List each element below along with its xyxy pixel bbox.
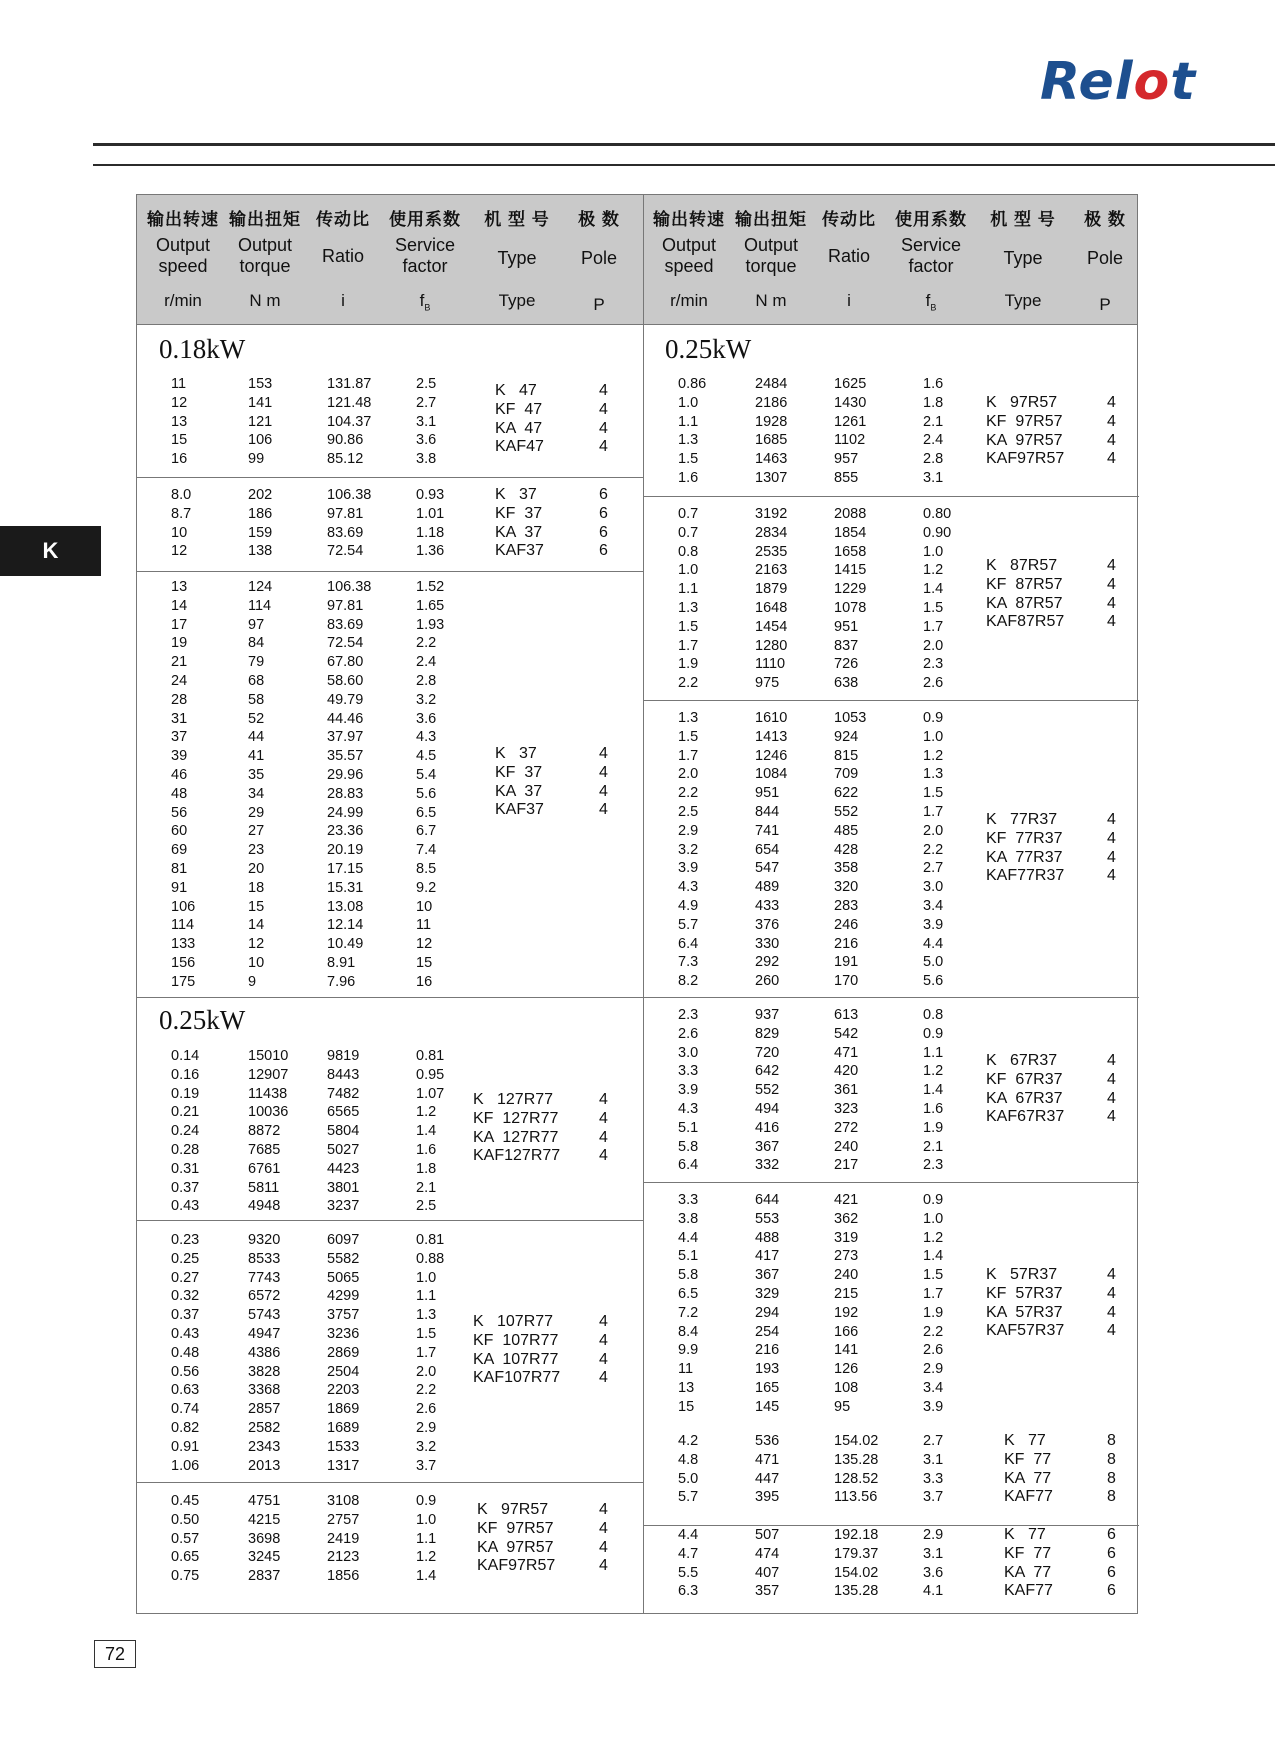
ratio-values: 131.87 121.48 104.37 90.86 85.12	[327, 376, 372, 468]
pole-values: 4 4 4 4	[599, 1501, 608, 1575]
type-values: K 37 KF 37 KA 37 KAF37	[495, 745, 544, 819]
row-separator	[644, 700, 1139, 701]
service-factor-values: 0.93 1.01 1.18 1.36	[416, 487, 445, 560]
speed-values: 8.0 8.7 10 12	[171, 487, 192, 560]
speed-values: 11 12 13 15 16	[171, 376, 188, 468]
service-factor-values: 0.9 1.0 1.2 1.4 1.5 1.7 1.9 2.2 2.6 2.9 3.4 3.9	[923, 1192, 944, 1415]
speed-values: 0.7 0.7 0.8 1.0 1.1 1.3 1.5 1.7 1.9 2.2	[678, 506, 699, 692]
pole-values: 4 4 4 4	[599, 1313, 608, 1387]
torque-values: 9320 8533 7743 6572 5743 4947 4386 3828 3368 2857 2582 2343 2013	[248, 1232, 281, 1474]
pole-values: 4 4 4 4	[1107, 811, 1116, 885]
torque-values: 507 474 407 357	[755, 1527, 780, 1600]
ratio-values: 421 362 319 273 240 215 192 166 141 126 108 95	[834, 1192, 859, 1415]
header-rule-top	[93, 143, 1275, 146]
pole-values: 6 6 6 6	[599, 486, 608, 560]
type-values: K 97R57 KF 97R57 KA 97R57 KAF97R57	[477, 1501, 556, 1575]
type-values: K 77 KF 77 KA 77 KAF77	[1004, 1526, 1053, 1600]
service-factor-values: 2.5 2.7 3.1 3.6 3.8	[416, 376, 437, 468]
type-values: K 107R77 KF 107R77 KA 107R77 KAF107R77	[473, 1313, 561, 1387]
pole-values: 4 4 4 4	[599, 1091, 608, 1165]
ratio-values: 106.38 97.81 83.69 72.54 67.80 58.60 49.79 44.46 37.97 35.57 29.96 28.83 24.99 23.36 20.19 17.15 15.31 13.08 12.14 10.49 8.91 7.96	[327, 579, 372, 990]
row-separator	[137, 997, 643, 998]
type-values: K 77R37 KF 77R37 KA 77R37 KAF77R37	[986, 811, 1065, 885]
speed-values: 0.86 1.0 1.1 1.3 1.5 1.6	[678, 376, 707, 486]
service-factor-values: 0.81 0.88 1.0 1.1 1.3 1.5 1.7 2.0 2.2 2.6 2.9 3.2 3.7	[416, 1232, 445, 1474]
ratio-values: 106.38 97.81 83.69 72.54	[327, 487, 372, 560]
row-separator	[137, 1220, 643, 1221]
speed-values: 4.2 4.8 5.0 5.7	[678, 1433, 699, 1506]
speed-values: 0.23 0.25 0.27 0.32 0.37 0.43 0.48 0.56 0.63 0.74 0.82 0.91 1.06	[171, 1232, 200, 1474]
brand-logo	[1040, 52, 1196, 112]
row-separator	[137, 571, 643, 572]
power-heading: 0.18kW	[159, 334, 246, 364]
service-factor-values: 0.81 0.95 1.07 1.2 1.4 1.6 1.8 2.1 2.5	[416, 1048, 445, 1215]
ratio-values: 613 542 471 420 361 323 272 240 217	[834, 1007, 859, 1174]
pole-values: 4 4 4 4	[1107, 1052, 1116, 1126]
row-separator	[137, 1482, 643, 1483]
ratio-values: 9819 8443 7482 6565 5804 5027 4423 3801 3237	[327, 1048, 360, 1215]
table-header: 输出转速 Output speed r/min 输出扭矩 Output torque N m 传动比 Ratio i 使用系数 Service factor $f_B$ 机 型 号 Type Type 极 数 Pole P 输出转速 Output speed r/min 输出扭矩 Output torque N m 传动比 Ratio i 使用系数 Service factor $f_B$ 机 型 号 Type Type 极 数 Pole P	[137, 195, 1137, 325]
pole-values: 4 4 4 4	[1107, 557, 1116, 631]
pole-values: 6 6 6 6	[1107, 1526, 1116, 1600]
torque-values: 1610 1413 1246 1084 951 844 741 654 547 489 433 376 330 292 260	[755, 710, 788, 990]
torque-values: 536 471 447 395	[755, 1433, 780, 1506]
ratio-values: 154.02 135.28 128.52 113.56	[834, 1433, 879, 1506]
row-separator	[644, 1182, 1139, 1183]
pole-values: 4 4 4 4	[1107, 1266, 1116, 1340]
service-factor-values: 1.6 1.8 2.1 2.4 2.8 3.1	[923, 376, 944, 486]
type-values: K 97R57 KF 97R57 KA 97R57 KAF97R57	[986, 394, 1065, 468]
page-number: 72	[94, 1640, 136, 1668]
service-factor-values: 1.52 1.65 1.93 2.2 2.4 2.8 3.2 3.6 4.3 4.5 5.4 5.6 6.5 6.7 7.4 8.5 9.2 10 11 12 15 16	[416, 579, 445, 990]
speed-values: 1.3 1.5 1.7 2.0 2.2 2.5 2.9 3.2 3.9 4.3 4.9 5.7 6.4 7.3 8.2	[678, 710, 699, 990]
logo-text-suffix: t	[1170, 52, 1197, 112]
ratio-values: 1053 924 815 709 622 552 485 428 358 320 283 246 216 191 170	[834, 710, 867, 990]
torque-values: 15010 12907 11438 10036 8872 7685 6761 5811 4948	[248, 1048, 289, 1215]
header-rule-bottom	[93, 164, 1275, 166]
pole-values: 4 4 4 4	[599, 382, 608, 456]
ratio-values: 3108 2757 2419 2123 1856	[327, 1493, 360, 1585]
type-values: K 47 KF 47 KA 47 KAF47	[495, 382, 544, 456]
service-factor-values: 0.80 0.90 1.0 1.2 1.4 1.5 1.7 2.0 2.3 2.6	[923, 506, 952, 692]
torque-values: 3192 2834 2535 2163 1879 1648 1454 1280 1110 975	[755, 506, 788, 692]
speed-values: 2.3 2.6 3.0 3.3 3.9 4.3 5.1 5.8 6.4	[678, 1007, 699, 1174]
speed-values: 0.14 0.16 0.19 0.21 0.24 0.28 0.31 0.37 0.43	[171, 1048, 200, 1215]
logo-text-accent: o	[1133, 52, 1171, 112]
torque-values: 2484 2186 1928 1685 1463 1307	[755, 376, 788, 486]
selection-table	[136, 194, 1138, 1614]
torque-values: 153 141 121 106 99	[248, 376, 273, 468]
type-values: K 87R57 KF 87R57 KA 87R57 KAF87R57	[986, 557, 1065, 631]
torque-values: 644 553 488 417 367 329 294 254 216 193 165 145	[755, 1192, 780, 1415]
ratio-values: 192.18 179.37 154.02 135.28	[834, 1527, 879, 1600]
pole-values: 8 8 8 8	[1107, 1432, 1116, 1506]
torque-values: 937 829 720 642 552 494 416 367 332	[755, 1007, 780, 1174]
speed-values: 13 14 17 19 21 24 28 31 37 39 46 48 56 60 69 81 91 106 114 133 156 175	[171, 579, 196, 990]
ratio-values: 6097 5582 5065 4299 3757 3236 2869 2504 2203 1869 1689 1533 1317	[327, 1232, 360, 1474]
pole-values: 4 4 4 4	[599, 745, 608, 819]
service-factor-values: 0.9 1.0 1.1 1.2 1.4	[416, 1493, 437, 1585]
row-separator	[644, 1525, 1139, 1526]
service-factor-values: 2.7 3.1 3.3 3.7	[923, 1433, 944, 1506]
type-values: K 37 KF 37 KA 37 KAF37	[495, 486, 544, 560]
row-separator	[644, 997, 1139, 998]
type-values: K 77 KF 77 KA 77 KAF77	[1004, 1432, 1053, 1506]
type-values: K 127R77 KF 127R77 KA 127R77 KAF127R77	[473, 1091, 561, 1165]
torque-values: 4751 4215 3698 3245 2837	[248, 1493, 281, 1585]
type-values: K 67R37 KF 67R37 KA 67R37 KAF67R37	[986, 1052, 1065, 1126]
logo-text-prefix: Rel	[1040, 52, 1134, 112]
service-factor-values: 0.8 0.9 1.1 1.2 1.4 1.6 1.9 2.1 2.3	[923, 1007, 944, 1174]
service-factor-values: 2.9 3.1 3.6 4.1	[923, 1527, 944, 1600]
service-factor-values: 0.9 1.0 1.2 1.3 1.5 1.7 2.0 2.2 2.7 3.0 3.4 3.9 4.4 5.0 5.6	[923, 710, 944, 990]
ratio-values: 2088 1854 1658 1415 1229 1078 951 837 726 638	[834, 506, 867, 692]
power-heading: 0.25kW	[159, 1005, 246, 1035]
speed-values: 4.4 4.7 5.5 6.3	[678, 1527, 699, 1600]
power-heading: 0.25kW	[665, 334, 752, 364]
torque-values: 202 186 159 138	[248, 487, 273, 560]
section-tab[interactable]: K	[0, 526, 101, 576]
speed-values: 3.3 3.8 4.4 5.1 5.8 6.5 7.2 8.4 9.9 11 13 15	[678, 1192, 699, 1415]
speed-values: 0.45 0.50 0.57 0.65 0.75	[171, 1493, 200, 1585]
pole-values: 4 4 4 4	[1107, 394, 1116, 468]
column-divider	[643, 195, 644, 1613]
row-separator	[644, 496, 1139, 497]
torque-values: 124 114 97 84 79 68 58 52 44 41 35 34 29 27 23 20 18 15 14 12 10 9	[248, 579, 273, 990]
ratio-values: 1625 1430 1261 1102 957 855	[834, 376, 867, 486]
row-separator	[137, 477, 643, 478]
type-values: K 57R37 KF 57R37 KA 57R37 KAF57R37	[986, 1266, 1065, 1340]
